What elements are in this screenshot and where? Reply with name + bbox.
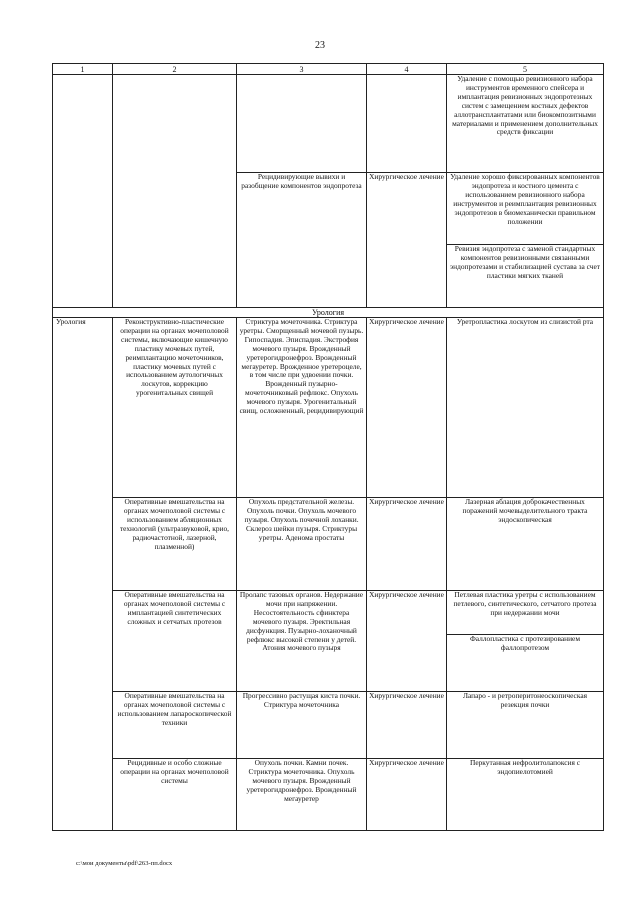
table-row [53, 591, 604, 635]
cell-method: Удаление хорошо фиксированных компонентов эндопротеза и костного цемента с использованием ревизионного набора инструментов и реимплантация ревизионных эндопротезов в биомеханически правильном положении [447, 173, 604, 245]
column-number: 1 [53, 64, 113, 75]
services-table [52, 63, 604, 831]
cell-method: Удаление с помощью ревизионного набора инструментов временного спейсера и имплантация ревизионных эндопротезных систем с замещением костных дефектов аллотрансплантатами или биокомпозитными материалами и применением дополнительных средств фиксации [447, 75, 604, 173]
cell-method-group: Оперативные вмешательства на органах мочеполовой системы с имплантацией синтетических сложных и сетчатых протезов [113, 591, 237, 692]
cell-method-group: Оперативные вмешательства на органах мочеполовой системы с использованием абляционных технологий (ультразвуковой, крио, радиочастотной, лазерной, плазменной) [113, 498, 237, 591]
cell-method-group: Рецидивные и особо сложные операции на органах мочеполовой системы [113, 759, 237, 831]
cell-method: Перкутанная нефролитолапоксия с эндопиелотомией [447, 759, 604, 831]
footer-file-path: c:\мои документы\pdf\263-пп.docx [76, 860, 173, 867]
column-number: 3 [237, 64, 367, 75]
section-row [53, 308, 604, 318]
column-number: 5 [447, 64, 604, 75]
cell-treatment-type: Хирургическое лечение [367, 498, 447, 591]
cell-diagnosis: Стриктура мочеточника. Стриктура уретры. Сморщенный мочевой пузырь. Гипоспадия. Эписпадия. Экстрофия мочевого пузыря. Врожденный уретерогидронефроз. Врожденный мегауретер. Врожденное уретероцеле, в том числе при удвоении почки. Врожденный пузырно-мочеточниковый рефлюкс. Опухоль мочевого пузыря. Урогенитальный свищ, осложненный, рецидивирующий [237, 318, 367, 498]
cell-method-group [113, 75, 237, 308]
column-number: 2 [113, 64, 237, 75]
table-row [53, 318, 604, 498]
column-number: 4 [367, 64, 447, 75]
cell-diagnosis: Опухоль почки. Камни почек. Стриктура мочеточника. Опухоль мочевого пузыря. Врожденный уретерогидронефроз. Врожденный мегауретер [237, 759, 367, 831]
table-row [53, 75, 604, 173]
cell-method-group: Оперативные вмешательства на органах мочеполовой системы с использованием лапароскопической техники [113, 692, 237, 759]
cell-treatment-type: Хирургическое лечение [367, 692, 447, 759]
cell-profile [53, 75, 113, 308]
table-row [53, 498, 604, 591]
cell-diagnosis: Опухоль предстательной железы. Опухоль почки. Опухоль мочевого пузыря. Опухоль почечной лоханки. Склероз шейки пузыря. Стриктуры уретры. Аденома простаты [237, 498, 367, 591]
cell-method: Фаллопластика с протезированием фаллопротезом [447, 635, 604, 692]
table-row [53, 692, 604, 759]
cell-diagnosis: Прогрессивно растущая киста почки. Стриктура мочеточника [237, 692, 367, 759]
cell-method: Лазерная аблация доброкачественных поражений мочевыделительного тракта эндоскопическая [447, 498, 604, 591]
column-number-row [53, 64, 604, 75]
cell-method: Ревизия эндопротеза с заменой стандартных компонентов ревизионными связанными эндопротезами и стабилизацией сустава за счет пластики мягких тканей [447, 245, 604, 308]
section-title: Урология [53, 308, 604, 318]
cell-diagnosis: Рецидивирующие вывихи и разобщение компонентов эндопротеза [237, 173, 367, 308]
cell-diagnosis [237, 75, 367, 173]
cell-treatment-type: Хирургическое лечение [367, 318, 447, 498]
cell-method-group: Реконструктивно-пластические операции на органах мочеполовой системы, включающие кишечную пластику мочевых путей, реимплантацию мочеточников, пластику мочевых путей с использованием аутологичных лоскутов, коррекцию урогенитальных свищей [113, 318, 237, 498]
cell-method: Лапаро - и ретроперитонеоскопическая резекция почки [447, 692, 604, 759]
cell-diagnosis: Пролапс тазовых органов. Недержание мочи при напряжении. Несостоятельность сфинктера мочевого пузыря. Эректильная дисфункция. Пузырно-лоханочный рефлюкс высокой степени у детей. Атония мочевого пузыря [237, 591, 367, 692]
page-number: 23 [315, 40, 325, 51]
cell-treatment-type [367, 75, 447, 173]
table-row [53, 759, 604, 831]
cell-treatment-type: Хирургическое лечение [367, 591, 447, 692]
cell-treatment-type: Хирургическое лечение [367, 759, 447, 831]
cell-method: Петлевая пластика уретры с использованием петлевого, синтетического, сетчатого протеза при недержании мочи [447, 591, 604, 635]
cell-profile: Урология [53, 318, 113, 831]
cell-treatment-type: Хирургическое лечение [367, 173, 447, 308]
cell-method: Уретропластика лоскутом из слизистой рта [447, 318, 604, 498]
